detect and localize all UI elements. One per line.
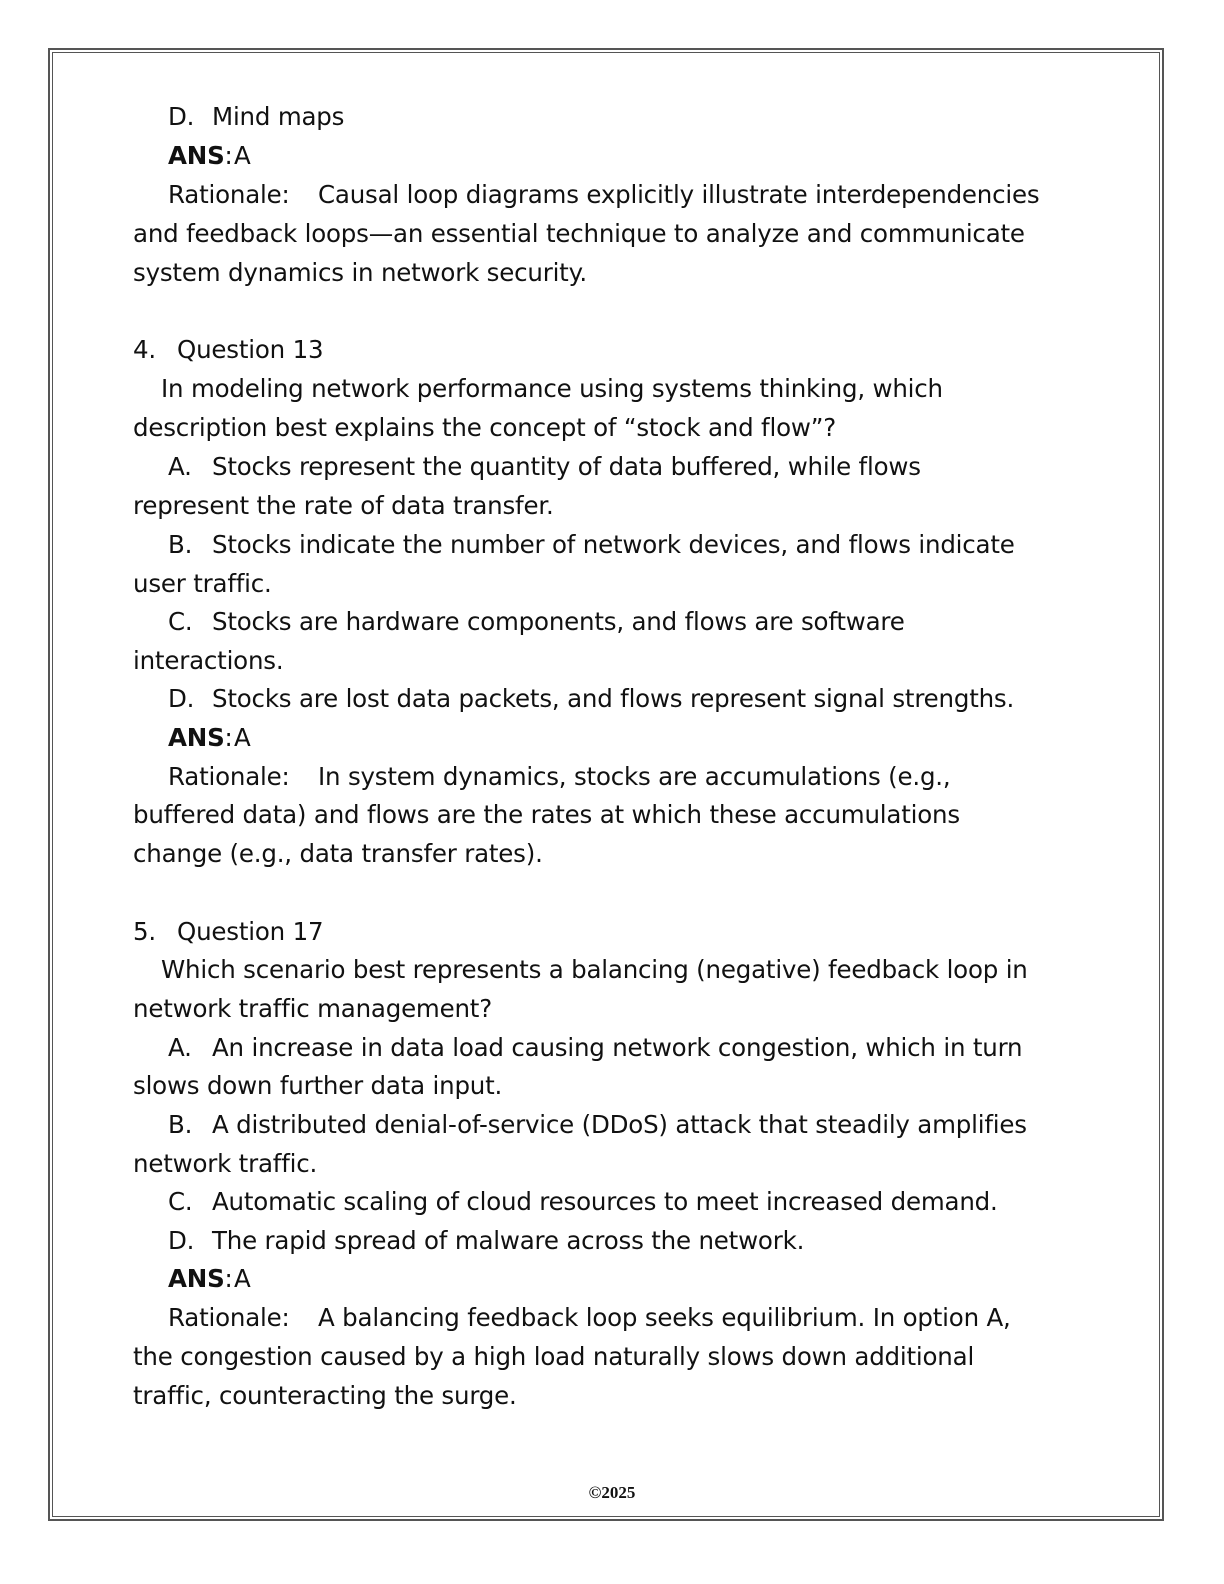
rationale-line: buffered data) and flows are the rates at which these accumulations xyxy=(133,800,960,829)
rationale-label: Rationale: xyxy=(168,180,290,209)
option-b xyxy=(168,1105,1027,1144)
option-text: Mind maps xyxy=(212,102,345,131)
option-label: C. xyxy=(168,1187,193,1216)
option-label: B. xyxy=(168,1110,193,1139)
option-d xyxy=(168,679,1014,718)
option-text: Stocks are lost data packets, and flows represent signal strengths. xyxy=(212,684,1015,713)
option-text: Stocks indicate the number of network devices, and flows indicate xyxy=(212,530,1015,559)
option-text: represent the rate of data transfer. xyxy=(133,491,554,520)
option-b xyxy=(168,525,1015,564)
answer xyxy=(168,718,251,757)
option-text: user traffic. xyxy=(133,569,272,598)
option-label: A. xyxy=(168,1033,192,1062)
question-number: 5. xyxy=(133,917,156,946)
option-label: B. xyxy=(168,530,193,559)
option-label: D. xyxy=(168,102,195,131)
option-a xyxy=(168,1028,1022,1067)
answer-label: ANS : xyxy=(168,136,234,175)
option-text: slows down further data input. xyxy=(133,1071,503,1100)
option-a xyxy=(168,447,921,486)
question-text: Which scenario best represents a balancing (negative) feedback loop in xyxy=(161,955,1028,984)
option-text: interactions. xyxy=(133,646,284,675)
answer-value: A xyxy=(234,1264,251,1293)
option-text: The rapid spread of malware across the network. xyxy=(212,1226,805,1255)
rationale-line xyxy=(168,757,950,796)
option-text: Stocks represent the quantity of data buffered, while flows xyxy=(212,452,921,481)
option-c xyxy=(168,1182,998,1221)
option-text: An increase in data load causing network congestion, which in turn xyxy=(212,1033,1023,1062)
rationale-label: Rationale: xyxy=(168,762,290,791)
copyright-footer: ©2025 xyxy=(588,1483,636,1502)
rationale-line: traffic, counteracting the surge. xyxy=(133,1381,517,1410)
answer-label: ANS : xyxy=(168,718,234,757)
question-title: Question 17 xyxy=(177,917,324,946)
rationale-label: Rationale: xyxy=(168,1303,290,1332)
rationale-line: the congestion caused by a high load naturally slows down additional xyxy=(133,1342,975,1371)
option-label: C. xyxy=(168,607,193,636)
answer xyxy=(168,136,251,175)
option-label: D. xyxy=(168,1226,195,1255)
answer-value: A xyxy=(234,141,251,170)
option-text: A distributed denial-of-service (DDoS) attack that steadily amplifies xyxy=(212,1110,1027,1139)
option-d xyxy=(168,1221,804,1260)
question-heading xyxy=(133,330,323,369)
rationale-text: In system dynamics, stocks are accumulations (e.g., xyxy=(318,762,951,791)
answer xyxy=(168,1259,251,1298)
rationale-line xyxy=(168,1298,1011,1337)
question-text: network traffic management? xyxy=(133,994,493,1023)
option-text: Stocks are hardware components, and flows are software xyxy=(212,607,905,636)
rationale-text: A balancing feedback loop seeks equilibrium. In option A, xyxy=(318,1303,1011,1332)
question-text: In modeling network performance using systems thinking, which xyxy=(161,374,943,403)
question-heading xyxy=(133,912,323,951)
rationale-line xyxy=(168,175,1039,214)
option-text: network traffic. xyxy=(133,1149,318,1178)
rationale-line: and feedback loops—an essential technique to analyze and communicate xyxy=(133,219,1025,248)
rationale-line: system dynamics in network security. xyxy=(133,258,587,287)
question-title: Question 13 xyxy=(177,335,324,364)
question-number: 4. xyxy=(133,335,156,364)
option-text: Automatic scaling of cloud resources to meet increased demand. xyxy=(212,1187,998,1216)
answer-value: A xyxy=(234,723,251,752)
option-label: D. xyxy=(168,684,195,713)
rationale-text: Causal loop diagrams explicitly illustrate interdependencies xyxy=(318,180,1040,209)
option-d xyxy=(168,97,344,136)
option-label: A. xyxy=(168,452,192,481)
question-text: description best explains the concept of “stock and flow”? xyxy=(133,413,837,442)
answer-label: ANS : xyxy=(168,1259,234,1298)
rationale-line: change (e.g., data transfer rates). xyxy=(133,839,543,868)
option-c xyxy=(168,602,905,641)
